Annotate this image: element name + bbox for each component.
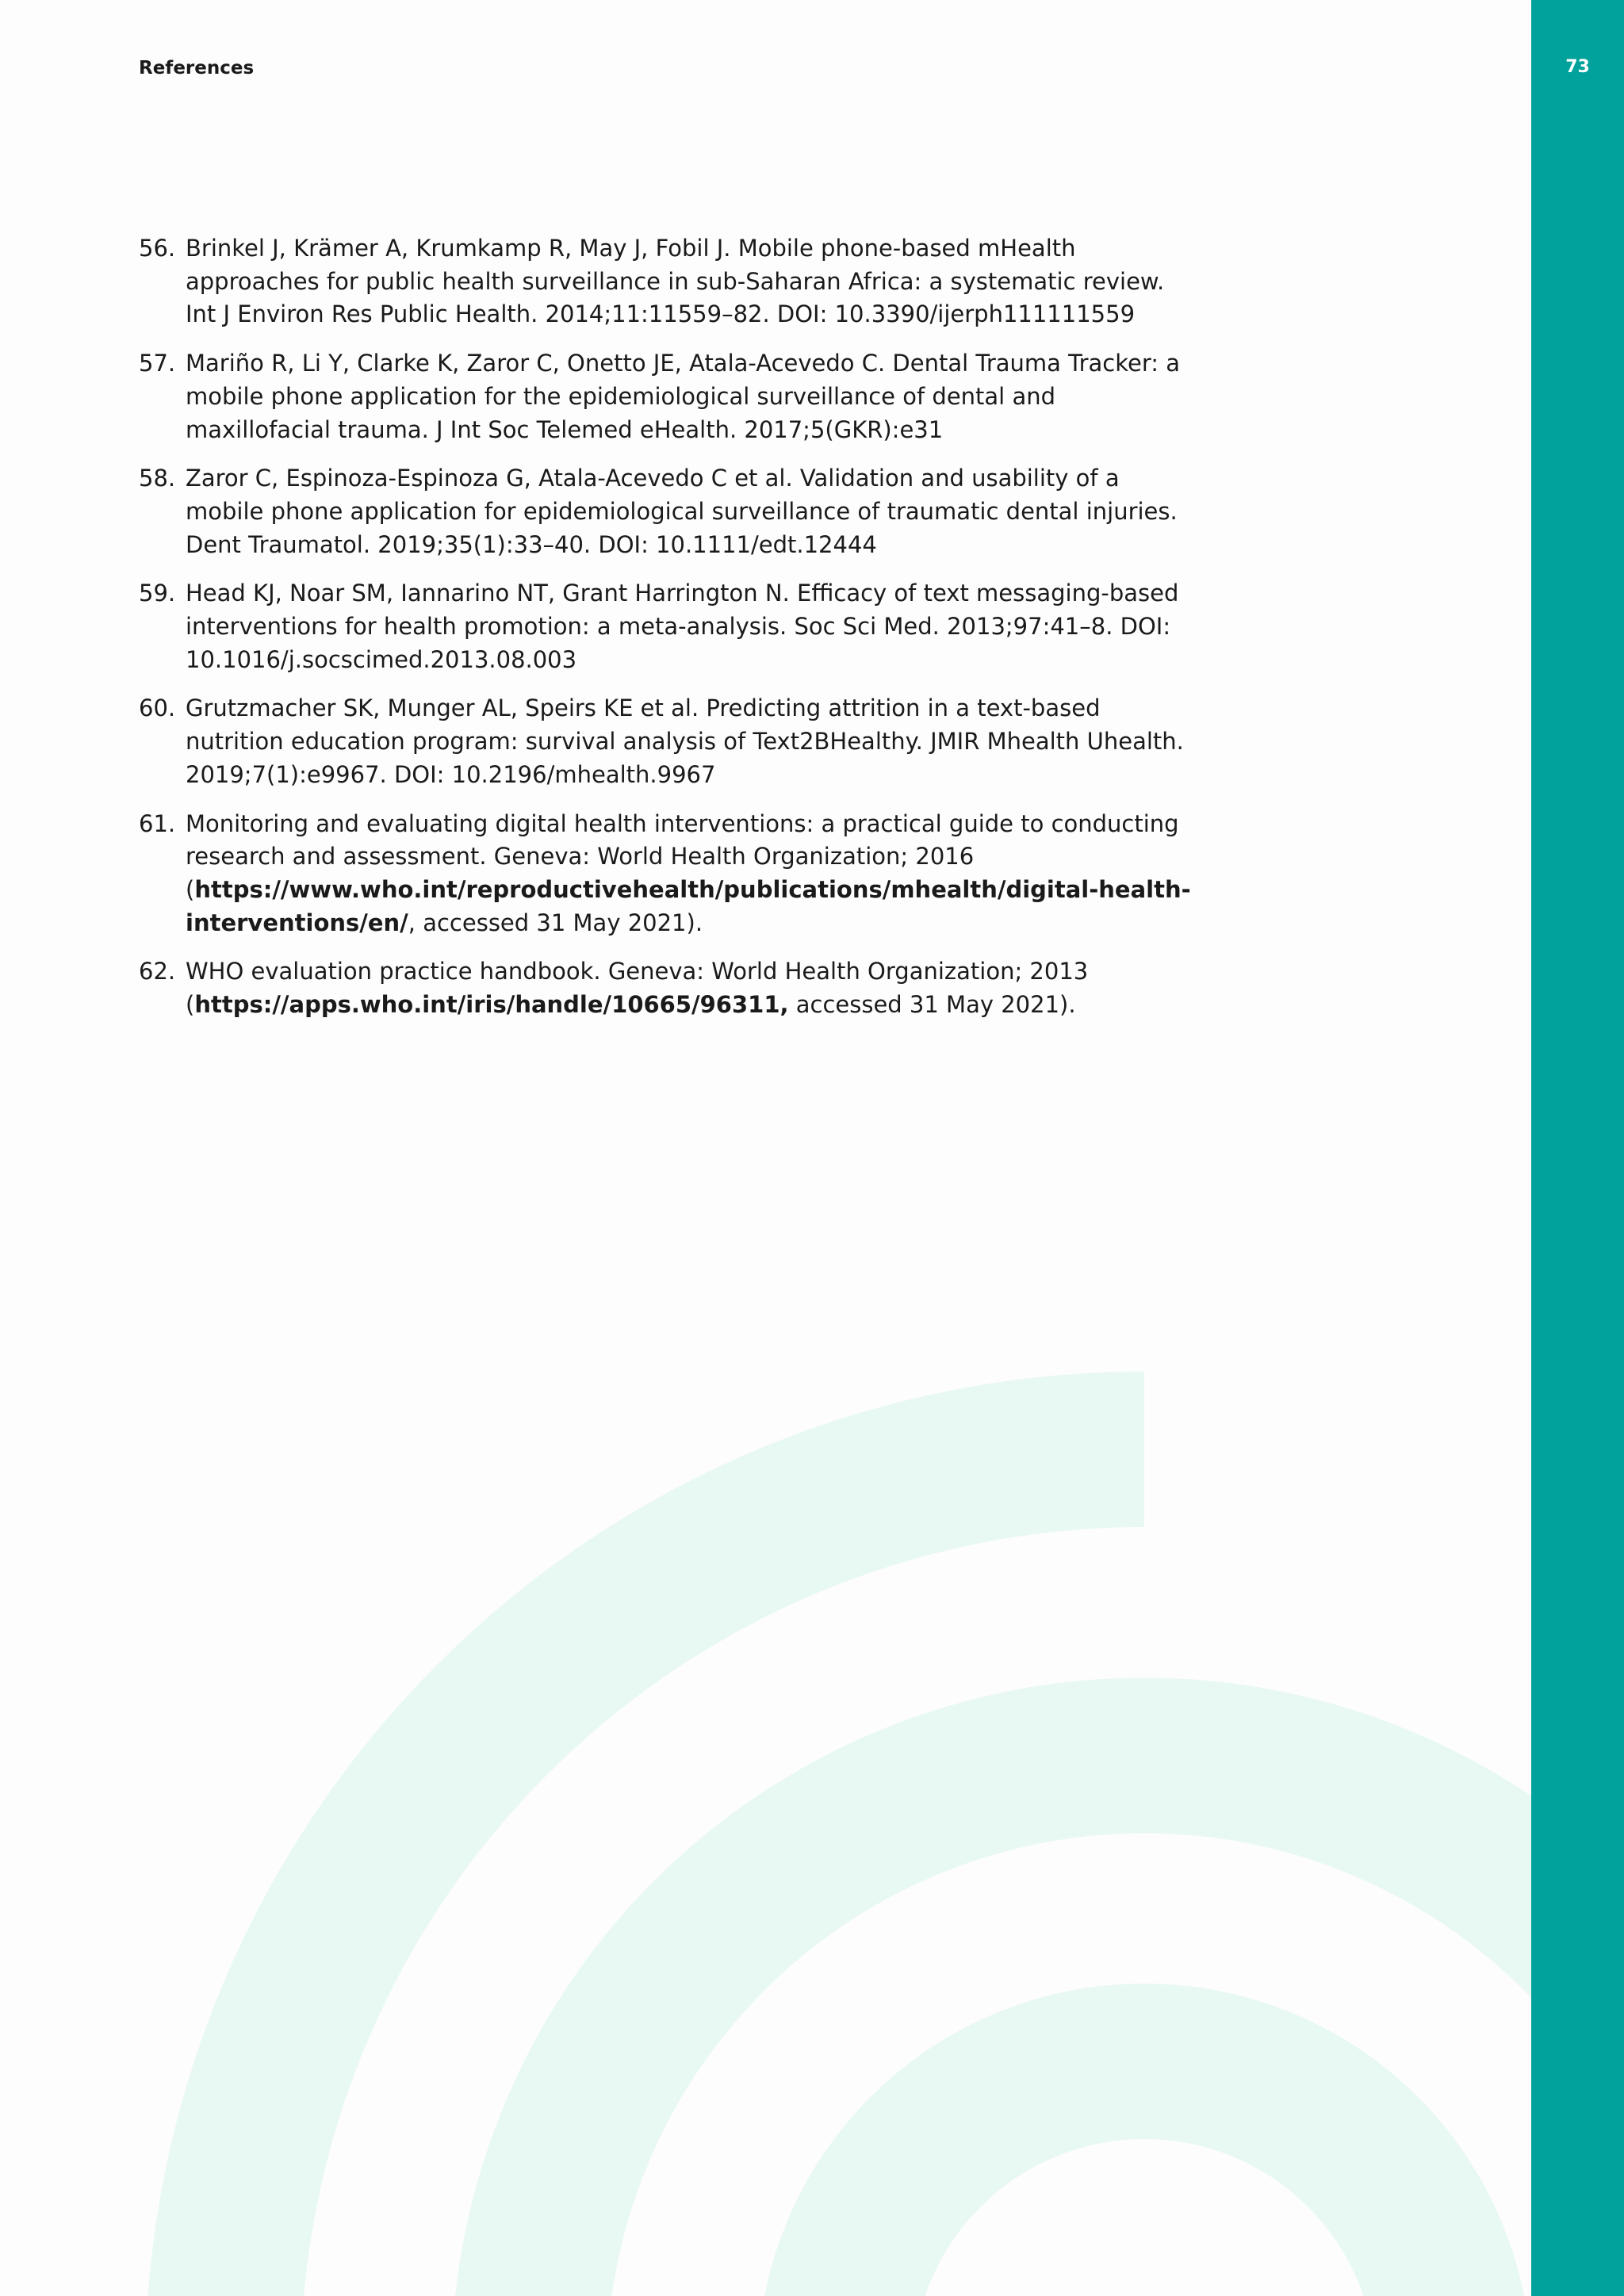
reference-item (139, 347, 1197, 446)
reference-text-body: WHO evaluation practice handbook. Geneva: World Health Organization; 2013 ( (186, 958, 1089, 1019)
decor-arc (835, 2061, 1454, 2296)
reference-number: 61. (139, 809, 176, 837)
reference-text: Grutzmacher SK, Munger AL, Speirs KE et al. Predicting attrition in a text-based nutrition education program: survival analysis of Text2BHealthy. JMIR Mhealth Uhealth. 2019;7(1):e9967. DOI: 10.2196/mhealth.9967 (186, 695, 1184, 788)
reference-text-tail: , accessed 31 May 2021). (408, 909, 703, 936)
reference-text: Head KJ, Noar SM, Iannarino NT, Grant Harrington N. Efficacy of text messaging-based interventions for health promotion: a meta-analysis. Soc Sci Med. 2013;97:41–8. DOI: 10.1016/j.socscimed.2013.08.003 (186, 580, 1179, 673)
reference-text: Zaror C, Espinoza-Espinoza G, Atala-Acevedo C et al. Validation and usability of a mobile phone application for epidemiological surveillance of traumatic dental injuries. Dent Traumatol. 2019;35(1):33–40. DOI: 10.1111/edt.12444 (186, 465, 1178, 558)
reference-item (139, 955, 1197, 1021)
page-number: 73 (1565, 57, 1590, 77)
reference-text-tail: accessed 31 May 2021). (788, 991, 1076, 1019)
reference-text (186, 808, 1197, 940)
reference-item (139, 692, 1197, 791)
side-color-bar (1531, 0, 1624, 2296)
reference-text-body: Monitoring and evaluating digital health interventions: a practical guide to conducting research and assessment. Geneva: World Health Organization; 2016 ( (186, 809, 1179, 903)
reference-number: 59. (139, 580, 176, 607)
reference-link[interactable]: https://apps.who.int/iris/handle/10665/96311, (194, 991, 789, 1019)
reference-item (139, 462, 1197, 561)
reference-text: Mariño R, Li Y, Clarke K, Zaror C, Onetto JE, Atala-Acevedo C. Dental Trauma Tracker: a mobile phone application for the epidemiological surveillance of dental and maxillofacial trauma. J Int Soc Telemed eHealth. 2017;5(GKR):e31 (186, 350, 1181, 443)
reference-text: Brinkel J, Krämer A, Krumkamp R, May J, Fobil J. Mobile phone-based mHealth approaches for public health surveillance in sub-Saharan Africa: a systematic review. Int J Environ Res Public Health. 2014;11:11559–82. DOI: 10.3390/ijerph111111559 (186, 235, 1165, 328)
reference-number: 57. (139, 350, 176, 377)
reference-number: 60. (139, 695, 176, 722)
reference-number: 58. (139, 465, 176, 492)
reference-item (139, 232, 1197, 331)
reference-link[interactable]: https://www.who.int/reproductivehealth/publications/mhealth/digital-health-interventions/en/ (186, 875, 1191, 936)
reference-item (139, 577, 1197, 676)
running-header: References (139, 58, 255, 78)
reference-number: 56. (139, 235, 176, 262)
reference-list (139, 232, 1197, 1038)
reference-number: 62. (139, 958, 176, 985)
reference-item (139, 808, 1197, 940)
reference-text (186, 955, 1197, 1021)
